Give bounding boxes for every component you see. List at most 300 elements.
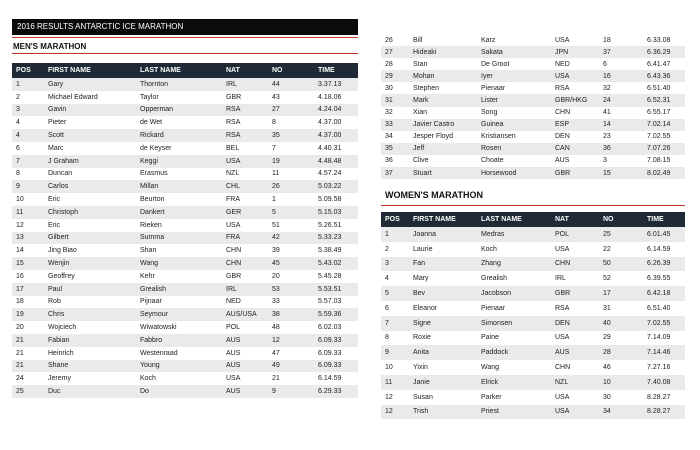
first-name-cell: Trish (409, 405, 477, 420)
last-name-cell: Opperman (136, 104, 222, 117)
column-header-nat: NAT (222, 63, 268, 78)
nat-cell: GER (222, 206, 268, 219)
nat-cell: POL (551, 227, 599, 242)
pos-cell: 36 (381, 155, 409, 167)
pos-cell: 12 (381, 390, 409, 405)
first-name-cell: Christoph (44, 206, 136, 219)
pos-cell: 16 (12, 270, 44, 283)
first-name-cell: Duncan (44, 168, 136, 181)
first-name-cell: Roxie (409, 331, 477, 346)
time-cell: 5.57.03 (314, 296, 358, 309)
no-cell: 36 (599, 143, 643, 155)
first-name-cell: J Graham (44, 155, 136, 168)
last-name-cell: Rickard (136, 129, 222, 142)
last-name-cell: Thornton (136, 78, 222, 91)
column-header-nat: NAT (551, 212, 599, 227)
last-name-cell: Lister (477, 94, 551, 106)
pos-cell: 7 (381, 316, 409, 331)
last-name-cell: Young (136, 360, 222, 373)
first-name-cell: Jesper Floyd (409, 131, 477, 143)
first-name-cell: Clive (409, 155, 477, 167)
no-cell: 12 (268, 334, 314, 347)
table-row (381, 34, 685, 46)
last-name-cell: Song (477, 107, 551, 119)
pos-cell: 31 (381, 94, 409, 106)
first-name-cell: Wojciech (44, 321, 136, 334)
men-results-table (12, 63, 358, 398)
last-name-cell: Koch (477, 242, 551, 257)
last-name-cell: Beurton (136, 193, 222, 206)
first-name-cell: Jeremy (44, 372, 136, 385)
pos-cell: 6 (381, 301, 409, 316)
pos-cell: 20 (12, 321, 44, 334)
table-row (381, 242, 685, 257)
column-header-no: NO (268, 63, 314, 78)
time-cell: 5.38.49 (314, 244, 358, 257)
time-cell: 5.03.22 (314, 180, 358, 193)
column-header-pos: POS (381, 212, 409, 227)
pos-cell: 9 (12, 180, 44, 193)
no-cell: 23 (599, 131, 643, 143)
column-header-no: NO (599, 212, 643, 227)
pos-cell: 13 (12, 232, 44, 245)
nat-cell: IRL (551, 271, 599, 286)
last-name-cell: de Wet (136, 116, 222, 129)
time-cell: 5.15.03 (314, 206, 358, 219)
no-cell: 29 (599, 331, 643, 346)
nat-cell: USA (222, 219, 268, 232)
last-name-cell: Medras (477, 227, 551, 242)
last-name-cell: Kristiansen (477, 131, 551, 143)
no-cell: 8 (268, 116, 314, 129)
pos-cell: 27 (381, 46, 409, 58)
no-cell: 46 (599, 360, 643, 375)
first-name-cell: Mohan (409, 70, 477, 82)
first-name-cell: Bill (409, 34, 477, 46)
time-cell: 6.39.55 (643, 271, 685, 286)
pos-cell: 4 (12, 116, 44, 129)
column-header-time: TIME (314, 63, 358, 78)
pos-cell: 11 (12, 206, 44, 219)
nat-cell: NED (222, 296, 268, 309)
first-name-cell: Fabian (44, 334, 136, 347)
time-cell: 4.37.00 (314, 129, 358, 142)
nat-cell: NZL (551, 375, 599, 390)
table-row (12, 116, 358, 129)
table-row (12, 78, 358, 91)
table-row (381, 390, 685, 405)
men-section-title: MEN'S MARATHON (13, 42, 87, 51)
last-name-cell: Guinea (477, 119, 551, 131)
time-cell: 7.14.46 (643, 345, 685, 360)
table-row (12, 219, 358, 232)
no-cell: 44 (268, 78, 314, 91)
no-cell: 47 (268, 347, 314, 360)
first-name-cell: Eric (44, 219, 136, 232)
no-cell: 6 (599, 58, 643, 70)
first-name-cell: Mary (409, 271, 477, 286)
last-name-cell: Choate (477, 155, 551, 167)
table-row (12, 296, 358, 309)
time-cell: 6.52.31 (643, 94, 685, 106)
last-name-cell: Horsewood (477, 167, 551, 179)
no-cell: 31 (599, 301, 643, 316)
first-name-cell: Mark (409, 94, 477, 106)
last-name-cell: Rieken (136, 219, 222, 232)
no-cell: 42 (268, 232, 314, 245)
nat-cell: JPN (551, 46, 599, 58)
last-name-cell: Sakata (477, 46, 551, 58)
table-row (381, 360, 685, 375)
nat-cell: USA (551, 331, 599, 346)
table-row (12, 168, 358, 181)
last-name-cell: Pijnaar (136, 296, 222, 309)
nat-cell: DEN (551, 131, 599, 143)
no-cell: 50 (599, 257, 643, 272)
nat-cell: USA (551, 390, 599, 405)
table-row (12, 334, 358, 347)
first-name-cell: Anita (409, 345, 477, 360)
nat-cell: CHN (551, 257, 599, 272)
first-name-cell: Yixin (409, 360, 477, 375)
pos-cell: 10 (381, 360, 409, 375)
pos-cell: 32 (381, 107, 409, 119)
last-name-cell: Pienaar (477, 301, 551, 316)
pos-cell: 4 (381, 271, 409, 286)
last-name-cell: Elrick (477, 375, 551, 390)
first-name-cell: Shane (44, 360, 136, 373)
last-name-cell: Fabbro (136, 334, 222, 347)
no-cell: 53 (268, 283, 314, 296)
last-name-cell: Westenraad (136, 347, 222, 360)
pos-cell: 21 (12, 360, 44, 373)
no-cell: 24 (599, 94, 643, 106)
first-name-cell: Eleanor (409, 301, 477, 316)
no-cell: 7 (268, 142, 314, 155)
no-cell: 18 (599, 34, 643, 46)
first-name-cell: Pieter (44, 116, 136, 129)
pos-cell: 37 (381, 167, 409, 179)
no-cell: 32 (599, 82, 643, 94)
nat-cell: CHL (222, 180, 268, 193)
pos-cell: 19 (12, 308, 44, 321)
last-name-cell: Paddock (477, 345, 551, 360)
time-cell: 6.09.33 (314, 360, 358, 373)
table-row (12, 257, 358, 270)
nat-cell: RSA (222, 104, 268, 117)
last-name-cell: Karz (477, 34, 551, 46)
no-cell: 37 (599, 46, 643, 58)
nat-cell: CAN (551, 143, 599, 155)
pos-cell: 12 (381, 405, 409, 420)
nat-cell: AUS (551, 345, 599, 360)
time-cell: 4.40.31 (314, 142, 358, 155)
no-cell: 40 (599, 316, 643, 331)
table-row (12, 206, 358, 219)
last-name-cell: Millan (136, 180, 222, 193)
time-cell: 6.55.17 (643, 107, 685, 119)
pos-cell: 21 (12, 334, 44, 347)
first-name-cell: Javier Castro (409, 119, 477, 131)
last-name-cell: Shan (136, 244, 222, 257)
table-row (381, 131, 685, 143)
no-cell: 19 (268, 155, 314, 168)
no-cell: 9 (268, 385, 314, 398)
first-name-cell: Paul (44, 283, 136, 296)
time-cell: 5.59.36 (314, 308, 358, 321)
time-cell: 6.14.59 (643, 242, 685, 257)
last-name-cell: Wang (136, 257, 222, 270)
table-row (381, 58, 685, 70)
pos-cell: 35 (381, 143, 409, 155)
pos-cell: 26 (381, 34, 409, 46)
nat-cell: GBR (551, 286, 599, 301)
time-cell: 8.28.27 (643, 405, 685, 420)
table-row (12, 91, 358, 104)
time-cell: 6.01.45 (643, 227, 685, 242)
table-row (381, 286, 685, 301)
no-cell: 43 (268, 91, 314, 104)
table-row (12, 372, 358, 385)
no-cell: 52 (599, 271, 643, 286)
pos-cell: 30 (381, 82, 409, 94)
last-name-cell: Paine (477, 331, 551, 346)
pos-cell: 7 (12, 155, 44, 168)
first-name-cell: Chris (44, 308, 136, 321)
time-cell: 6.43.36 (643, 70, 685, 82)
pos-cell: 15 (12, 257, 44, 270)
first-name-cell: Heinrich (44, 347, 136, 360)
last-name-cell: Grealish (136, 283, 222, 296)
time-cell: 5.53.51 (314, 283, 358, 296)
pos-cell: 2 (381, 242, 409, 257)
column-header-pos: POS (12, 63, 44, 78)
nat-cell: NED (551, 58, 599, 70)
pos-cell: 28 (381, 58, 409, 70)
table-row (12, 347, 358, 360)
first-name-cell: Signe (409, 316, 477, 331)
last-name-cell: Wiwatowski (136, 321, 222, 334)
time-cell: 7.40.08 (643, 375, 685, 390)
nat-cell: CHN (551, 360, 599, 375)
table-row (381, 227, 685, 242)
first-name-cell: Hideaki (409, 46, 477, 58)
nat-cell: GBR (551, 167, 599, 179)
last-name-cell: Erasmus (136, 168, 222, 181)
time-cell: 7.07.26 (643, 143, 685, 155)
last-name-cell: Koch (136, 372, 222, 385)
table-row (12, 270, 358, 283)
nat-cell: AUS (551, 155, 599, 167)
no-cell: 11 (268, 168, 314, 181)
time-cell: 5.09.58 (314, 193, 358, 206)
table-row (12, 155, 358, 168)
nat-cell: IRL (222, 283, 268, 296)
nat-cell: CHN (222, 257, 268, 270)
pos-cell: 25 (12, 385, 44, 398)
nat-cell: RSA (551, 82, 599, 94)
time-cell: 7.08.15 (643, 155, 685, 167)
time-cell: 5.33.23 (314, 232, 358, 245)
first-name-cell: Marc (44, 142, 136, 155)
nat-cell: RSA (222, 116, 268, 129)
pos-cell: 17 (12, 283, 44, 296)
nat-cell: CHN (551, 107, 599, 119)
last-name-cell: Kehr (136, 270, 222, 283)
pos-cell: 5 (381, 286, 409, 301)
pos-cell: 12 (12, 219, 44, 232)
first-name-cell: Janie (409, 375, 477, 390)
nat-cell: AUS (222, 385, 268, 398)
table-row (12, 321, 358, 334)
pos-cell: 8 (381, 331, 409, 346)
time-cell: 7.27.16 (643, 360, 685, 375)
pos-cell: 2 (12, 91, 44, 104)
table-row (12, 244, 358, 257)
time-cell: 6.29.33 (314, 385, 358, 398)
nat-cell: AUS/USA (222, 308, 268, 321)
table-row (12, 283, 358, 296)
nat-cell: USA (551, 405, 599, 420)
no-cell: 39 (268, 244, 314, 257)
no-cell: 35 (268, 129, 314, 142)
time-cell: 7.02.55 (643, 316, 685, 331)
last-name-cell: Jacobson (477, 286, 551, 301)
results-title: 2016 RESULTS ANTARCTIC ICE MARATHON (12, 19, 358, 35)
last-name-cell: De Groot (477, 58, 551, 70)
pos-cell: 14 (12, 244, 44, 257)
time-cell: 6.41.47 (643, 58, 685, 70)
pos-cell: 18 (12, 296, 44, 309)
time-cell: 8.02.49 (643, 167, 685, 179)
time-cell: 4.37.00 (314, 116, 358, 129)
last-name-cell: Rosen (477, 143, 551, 155)
table-row (12, 360, 358, 373)
table-row (12, 129, 358, 142)
table-row (381, 119, 685, 131)
time-cell: 7.02.55 (643, 131, 685, 143)
nat-cell: FRA (222, 232, 268, 245)
first-name-cell: Gilbert (44, 232, 136, 245)
time-cell: 3.37.13 (314, 78, 358, 91)
no-cell: 34 (599, 405, 643, 420)
no-cell: 26 (268, 180, 314, 193)
nat-cell: GBR (222, 91, 268, 104)
pos-cell: 1 (381, 227, 409, 242)
table-row (381, 316, 685, 331)
time-cell: 6.33.08 (643, 34, 685, 46)
no-cell: 25 (599, 227, 643, 242)
table-row (12, 385, 358, 398)
no-cell: 49 (268, 360, 314, 373)
pos-cell: 3 (381, 257, 409, 272)
first-name-cell: Susan (409, 390, 477, 405)
nat-cell: POL (222, 321, 268, 334)
table-row (381, 143, 685, 155)
time-cell: 6.51.40 (643, 301, 685, 316)
table-row (381, 46, 685, 58)
last-name-cell: de Keyser (136, 142, 222, 155)
nat-cell: USA (222, 155, 268, 168)
table-row (12, 232, 358, 245)
first-name-cell: Gavin (44, 104, 136, 117)
time-cell: 4.48.48 (314, 155, 358, 168)
nat-cell: USA (222, 372, 268, 385)
time-cell: 5.43.02 (314, 257, 358, 270)
no-cell: 51 (268, 219, 314, 232)
first-name-cell: Bev (409, 286, 477, 301)
nat-cell: BEL (222, 142, 268, 155)
table-row (12, 180, 358, 193)
nat-cell: AUS (222, 360, 268, 373)
time-cell: 6.02.03 (314, 321, 358, 334)
table-row (12, 104, 358, 117)
pos-cell: 21 (12, 347, 44, 360)
time-cell: 4.24.04 (314, 104, 358, 117)
pos-cell: 4 (12, 129, 44, 142)
no-cell: 10 (599, 375, 643, 390)
table-header-row (381, 212, 685, 227)
women-results-table (381, 212, 685, 419)
column-header-time: TIME (643, 212, 685, 227)
table-row (381, 375, 685, 390)
table-row (381, 345, 685, 360)
first-name-cell: Joanna (409, 227, 477, 242)
nat-cell: DEN (551, 316, 599, 331)
last-name-cell: Zhang (477, 257, 551, 272)
first-name-cell: Jing Biao (44, 244, 136, 257)
nat-cell: GBR/HKG (551, 94, 599, 106)
time-cell: 7.14.09 (643, 331, 685, 346)
first-name-cell: Stephen (409, 82, 477, 94)
first-name-cell: Scott (44, 129, 136, 142)
last-name-cell: Iyer (477, 70, 551, 82)
table-row (381, 257, 685, 272)
time-cell: 5.26.51 (314, 219, 358, 232)
last-name-cell: Parker (477, 390, 551, 405)
table-row (12, 308, 358, 321)
table-row (381, 107, 685, 119)
table-header-row (12, 63, 358, 78)
title-divider (12, 37, 358, 38)
table-row (381, 331, 685, 346)
first-name-cell: Michael Edward (44, 91, 136, 104)
first-name-cell: Stuart (409, 167, 477, 179)
time-cell: 6.09.33 (314, 334, 358, 347)
pos-cell: 29 (381, 70, 409, 82)
table-row (381, 301, 685, 316)
nat-cell: AUS (222, 347, 268, 360)
first-name-cell: Eric (44, 193, 136, 206)
last-name-cell: Dankert (136, 206, 222, 219)
pos-cell: 10 (12, 193, 44, 206)
last-name-cell: Taylor (136, 91, 222, 104)
first-name-cell: Fan (409, 257, 477, 272)
first-name-cell: Carlos (44, 180, 136, 193)
pos-cell: 33 (381, 119, 409, 131)
last-name-cell: Grealish (477, 271, 551, 286)
pos-cell: 1 (12, 78, 44, 91)
column-header-last-name: LAST NAME (136, 63, 222, 78)
time-cell: 4.18.06 (314, 91, 358, 104)
no-cell: 17 (599, 286, 643, 301)
time-cell: 6.26.39 (643, 257, 685, 272)
column-header-last-name: LAST NAME (477, 212, 551, 227)
time-cell: 6.14.59 (314, 372, 358, 385)
time-cell: 5.45.28 (314, 270, 358, 283)
no-cell: 15 (599, 167, 643, 179)
table-row (381, 94, 685, 106)
